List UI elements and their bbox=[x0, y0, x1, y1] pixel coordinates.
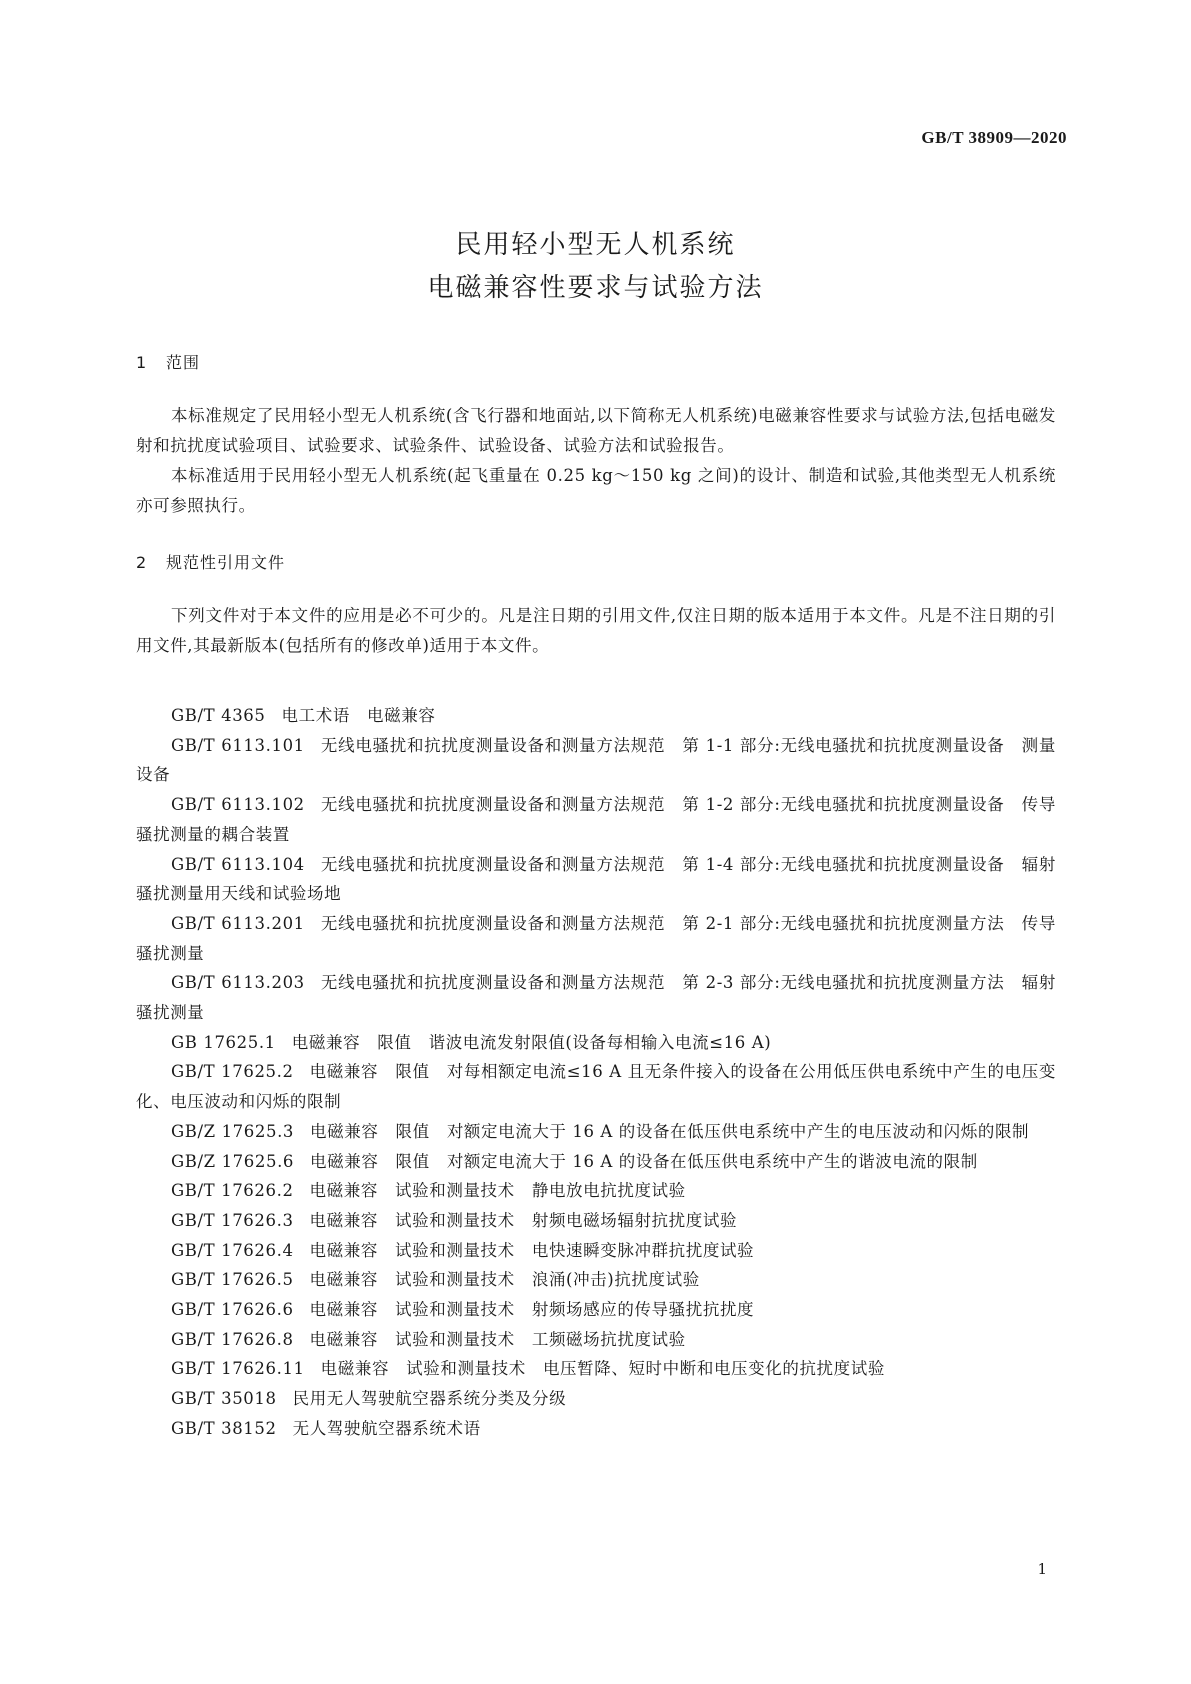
reference-title: 无线电骚扰和抗扰度测量设备和测量方法规范 第 2-1 部分:无线电骚扰和抗扰度测量方法 传导骚扰测量 bbox=[136, 913, 1056, 963]
reference-code: GB/T 6113.203 bbox=[171, 973, 305, 993]
reference-title: 电磁兼容 限值 谐波电流发射限值(设备每相输入电流≤16 A) bbox=[291, 1032, 772, 1052]
reference-title: 电磁兼容 限值 对额定电流大于 16 A 的设备在低压供电系统中产生的电压波动和闪烁的限制 bbox=[310, 1121, 1030, 1141]
section-number: 1 bbox=[136, 353, 148, 372]
reference-list bbox=[136, 701, 1056, 1444]
document-code: GB/T 38909—2020 bbox=[921, 128, 1067, 147]
reference-item bbox=[136, 1414, 1056, 1444]
reference-title: 无线电骚扰和抗扰度测量设备和测量方法规范 第 1-4 部分:无线电骚扰和抗扰度测量设备 辐射骚扰测量用天线和试验场地 bbox=[136, 854, 1056, 904]
reference-title: 民用无人驾驶航空器系统分类及分级 bbox=[292, 1389, 567, 1409]
reference-item bbox=[136, 909, 1056, 968]
page-number: 1 bbox=[1037, 1560, 1047, 1578]
reference-title: 电磁兼容 试验和测量技术 电压暂降、短时中断和电压变化的抗扰度试验 bbox=[320, 1359, 885, 1379]
reference-code: GB/T 17626.11 bbox=[171, 1359, 305, 1379]
reference-code: GB/T 4365 bbox=[171, 706, 266, 725]
reference-code: GB/T 17626.3 bbox=[171, 1210, 294, 1230]
reference-item bbox=[136, 1265, 1056, 1295]
normative-references-intro: 下列文件对于本文件的应用是必不可少的。凡是注日期的引用文件,仅注日期的版本适用于本文件。凡是不注日期的引用文件,其最新版本(包括所有的修改单)适用于本文件。 bbox=[136, 606, 1056, 655]
reference-title: 电磁兼容 试验和测量技术 电快速瞬变脉冲群抗扰度试验 bbox=[309, 1240, 755, 1260]
reference-item bbox=[136, 1325, 1056, 1355]
reference-title: 电磁兼容 试验和测量技术 静电放电抗扰度试验 bbox=[309, 1181, 686, 1201]
reference-code: GB/Z 17625.3 bbox=[171, 1121, 295, 1141]
reference-item bbox=[136, 1117, 1056, 1147]
reference-title: 电磁兼容 试验和测量技术 射频场感应的传导骚扰抗扰度 bbox=[309, 1300, 755, 1320]
reference-code: GB/T 6113.101 bbox=[171, 735, 305, 755]
reference-code: GB/T 6113.102 bbox=[171, 795, 305, 815]
reference-item bbox=[136, 1354, 1056, 1384]
reference-item bbox=[136, 790, 1056, 849]
reference-item bbox=[136, 701, 1056, 731]
reference-title: 无线电骚扰和抗扰度测量设备和测量方法规范 第 2-3 部分:无线电骚扰和抗扰度测量方法 辐射骚扰测量 bbox=[136, 973, 1056, 1023]
reference-item bbox=[136, 1147, 1056, 1177]
reference-title: 电磁兼容 试验和测量技术 射频电磁场辐射抗扰度试验 bbox=[309, 1210, 738, 1230]
reference-code: GB/T 17626.6 bbox=[171, 1300, 294, 1320]
reference-title: 电工术语 电磁兼容 bbox=[281, 706, 436, 725]
section-number: 2 bbox=[136, 553, 148, 572]
section-2-heading bbox=[136, 550, 285, 573]
reference-title: 电磁兼容 限值 对额定电流大于 16 A 的设备在低压供电系统中产生的谐波电流的限制 bbox=[310, 1151, 978, 1171]
reference-item bbox=[136, 1176, 1056, 1206]
reference-item bbox=[136, 1028, 1056, 1058]
reference-code: GB/T 6113.104 bbox=[171, 854, 305, 874]
document-title-line-1: 民用轻小型无人机系统 bbox=[455, 230, 736, 260]
reference-item bbox=[136, 1236, 1056, 1266]
document-title-line-2: 电磁兼容性要求与试验方法 bbox=[427, 273, 764, 303]
reference-code: GB/T 17625.2 bbox=[171, 1062, 294, 1082]
section-1-heading bbox=[136, 350, 200, 373]
reference-code: GB 17625.1 bbox=[171, 1032, 276, 1052]
reference-title: 电磁兼容 试验和测量技术 工频磁场抗扰度试验 bbox=[309, 1329, 686, 1349]
reference-code: GB/T 17626.2 bbox=[171, 1181, 294, 1201]
reference-title: 无线电骚扰和抗扰度测量设备和测量方法规范 第 1-2 部分:无线电骚扰和抗扰度测量设备 传导骚扰测量的耦合装置 bbox=[136, 795, 1056, 844]
reference-title: 电磁兼容 试验和测量技术 浪涌(冲击)抗扰度试验 bbox=[309, 1270, 700, 1290]
section-title: 规范性引用文件 bbox=[166, 553, 286, 572]
reference-code: GB/T 17626.5 bbox=[171, 1270, 294, 1290]
reference-title: 无人驾驶航空器系统术语 bbox=[292, 1418, 481, 1438]
reference-code: GB/T 17626.8 bbox=[171, 1329, 294, 1349]
scope-paragraph-2: 本标准适用于民用轻小型无人机系统(起飞重量在 0.25 kg～150 kg 之间)的设计、制造和试验,其他类型无人机系统亦可参照执行。 bbox=[136, 466, 1056, 515]
reference-item bbox=[136, 850, 1056, 909]
reference-item bbox=[136, 1057, 1056, 1116]
scope-paragraph-1: 本标准规定了民用轻小型无人机系统(含飞行器和地面站,以下简称无人机系统)电磁兼容性要求与试验方法,包括电磁发射和抗扰度试验项目、试验要求、试验条件、试验设备、试验方法和试验报告。 bbox=[136, 406, 1056, 455]
reference-title: 电磁兼容 限值 对每相额定电流≤16 A 且无条件接入的设备在公用低压供电系统中产生的电压变化、电压波动和闪烁的限制 bbox=[136, 1062, 1057, 1112]
reference-item bbox=[136, 731, 1056, 790]
reference-item bbox=[136, 1384, 1056, 1414]
reference-code: GB/Z 17625.6 bbox=[171, 1151, 295, 1171]
document-title bbox=[0, 224, 1191, 310]
reference-item bbox=[136, 968, 1056, 1027]
section-title: 范围 bbox=[166, 353, 201, 372]
reference-code: GB/T 6113.201 bbox=[171, 913, 305, 933]
reference-title: 无线电骚扰和抗扰度测量设备和测量方法规范 第 1-1 部分:无线电骚扰和抗扰度测量设备 测量设备 bbox=[136, 735, 1056, 785]
reference-code: GB/T 38152 bbox=[171, 1418, 277, 1438]
reference-code: GB/T 35018 bbox=[171, 1389, 277, 1409]
reference-item bbox=[136, 1295, 1056, 1325]
reference-item bbox=[136, 1206, 1056, 1236]
reference-code: GB/T 17626.4 bbox=[171, 1240, 294, 1260]
